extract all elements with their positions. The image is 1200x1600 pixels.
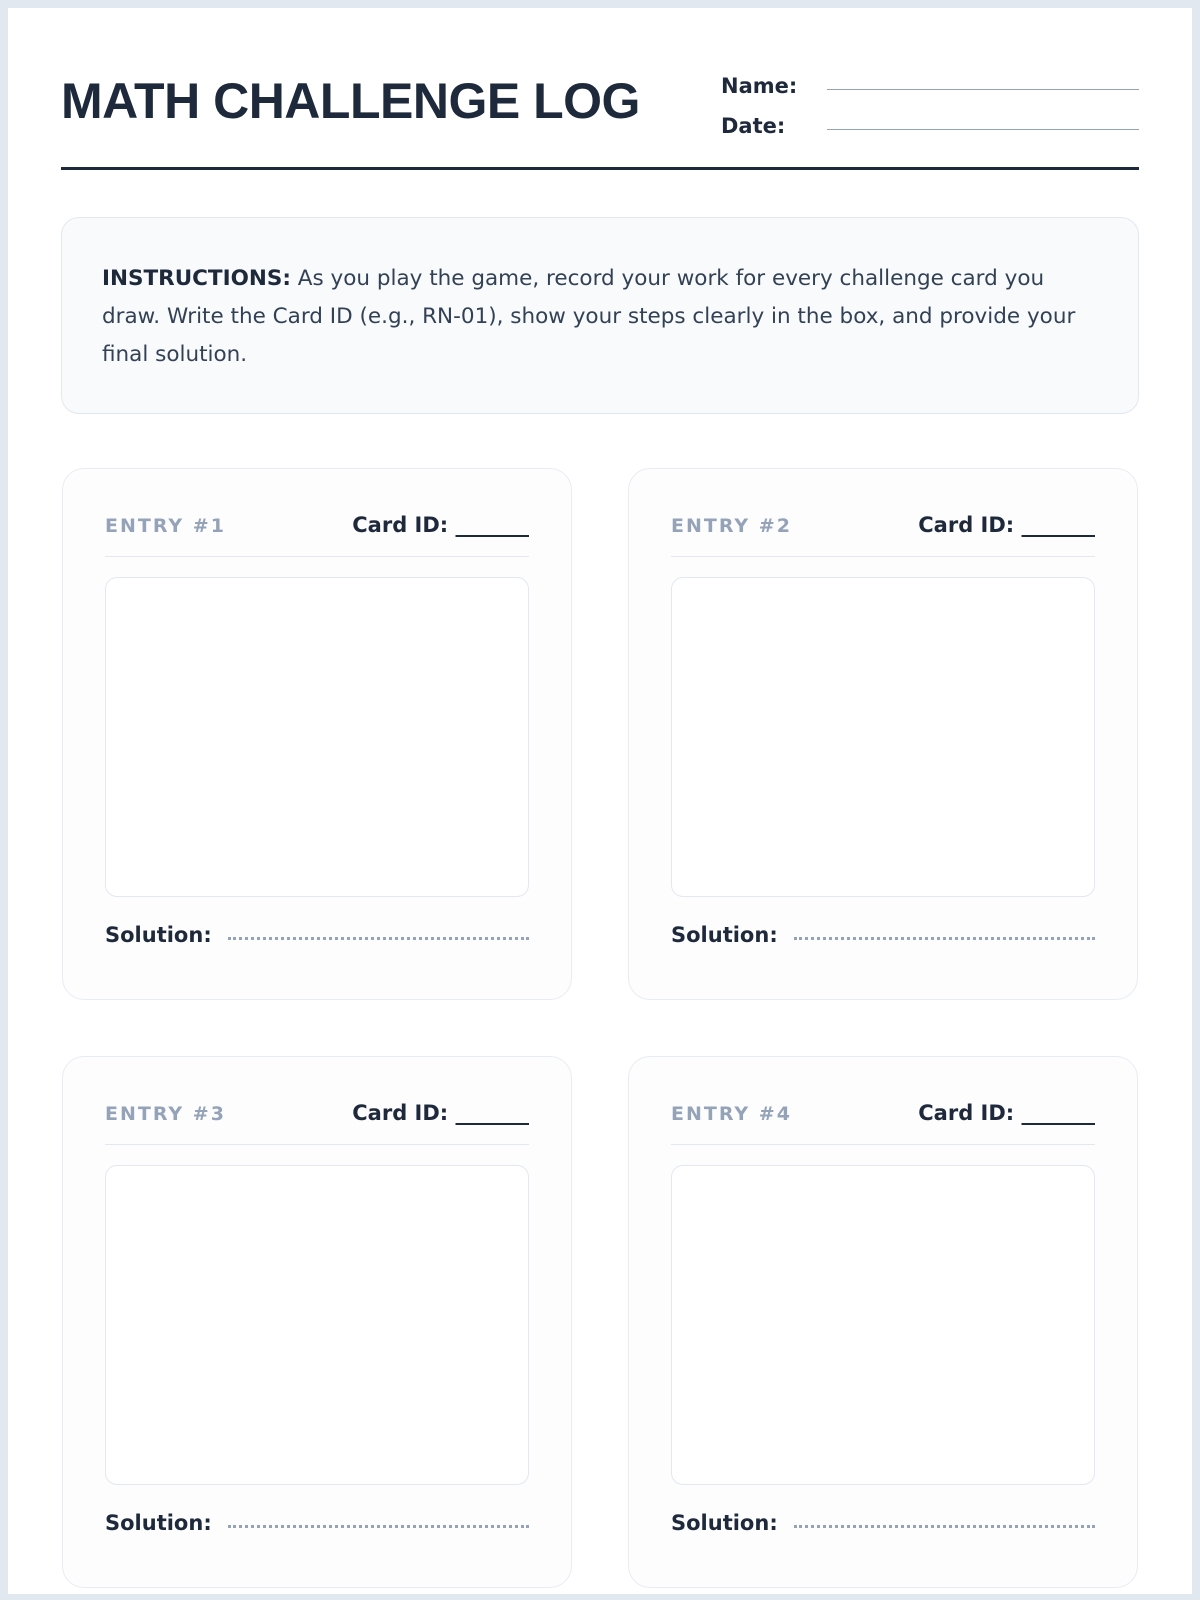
card-id-field[interactable]: Card ID: _______	[352, 1101, 529, 1125]
solution-line[interactable]	[794, 937, 1095, 940]
solution-label: Solution:	[105, 1511, 212, 1535]
solution-line[interactable]	[228, 1525, 529, 1528]
solution-label: Solution:	[671, 1511, 778, 1535]
name-field	[721, 70, 1139, 100]
work-box[interactable]	[105, 1165, 529, 1485]
page-header	[61, 64, 1139, 170]
solution-label: Solution:	[105, 923, 212, 947]
instructions-label: INSTRUCTIONS:	[102, 266, 291, 291]
solution-row	[105, 1509, 529, 1539]
solution-line[interactable]	[228, 937, 529, 940]
solution-row	[671, 921, 1095, 951]
entry-card-2	[628, 468, 1138, 1000]
name-label: Name:	[721, 74, 798, 98]
solution-line[interactable]	[794, 1525, 1095, 1528]
solution-row	[105, 921, 529, 951]
card-id-field[interactable]: Card ID: _______	[918, 1101, 1095, 1125]
page-title: MATH CHALLENGE LOG	[61, 73, 640, 129]
instructions-box	[61, 217, 1139, 414]
entry-header	[671, 1087, 1095, 1145]
entry-number: ENTRY #4	[671, 1103, 792, 1125]
entry-number: ENTRY #2	[671, 515, 792, 537]
work-box[interactable]	[671, 577, 1095, 897]
solution-row	[671, 1509, 1095, 1539]
date-label: Date:	[721, 114, 786, 138]
entry-number: ENTRY #3	[105, 1103, 226, 1125]
solution-label: Solution:	[671, 923, 778, 947]
date-line[interactable]	[827, 129, 1139, 130]
date-field	[721, 110, 1139, 140]
entry-card-3	[62, 1056, 572, 1588]
work-box[interactable]	[671, 1165, 1095, 1485]
instructions-text: As you play the game, record your work for every challenge card you draw. Write the Card ID (e.g., RN-01), show your steps clearly in the box, and provide your final solution.	[102, 266, 1076, 367]
entry-number: ENTRY #1	[105, 515, 226, 537]
entry-header	[105, 499, 529, 557]
worksheet-page	[8, 8, 1192, 1594]
entry-card-4	[628, 1056, 1138, 1588]
entry-card-1	[62, 468, 572, 1000]
card-id-field[interactable]: Card ID: _______	[352, 513, 529, 537]
entry-header	[105, 1087, 529, 1145]
entry-header	[671, 499, 1095, 557]
work-box[interactable]	[105, 577, 529, 897]
name-line[interactable]	[827, 89, 1139, 90]
card-id-field[interactable]: Card ID: _______	[918, 513, 1095, 537]
